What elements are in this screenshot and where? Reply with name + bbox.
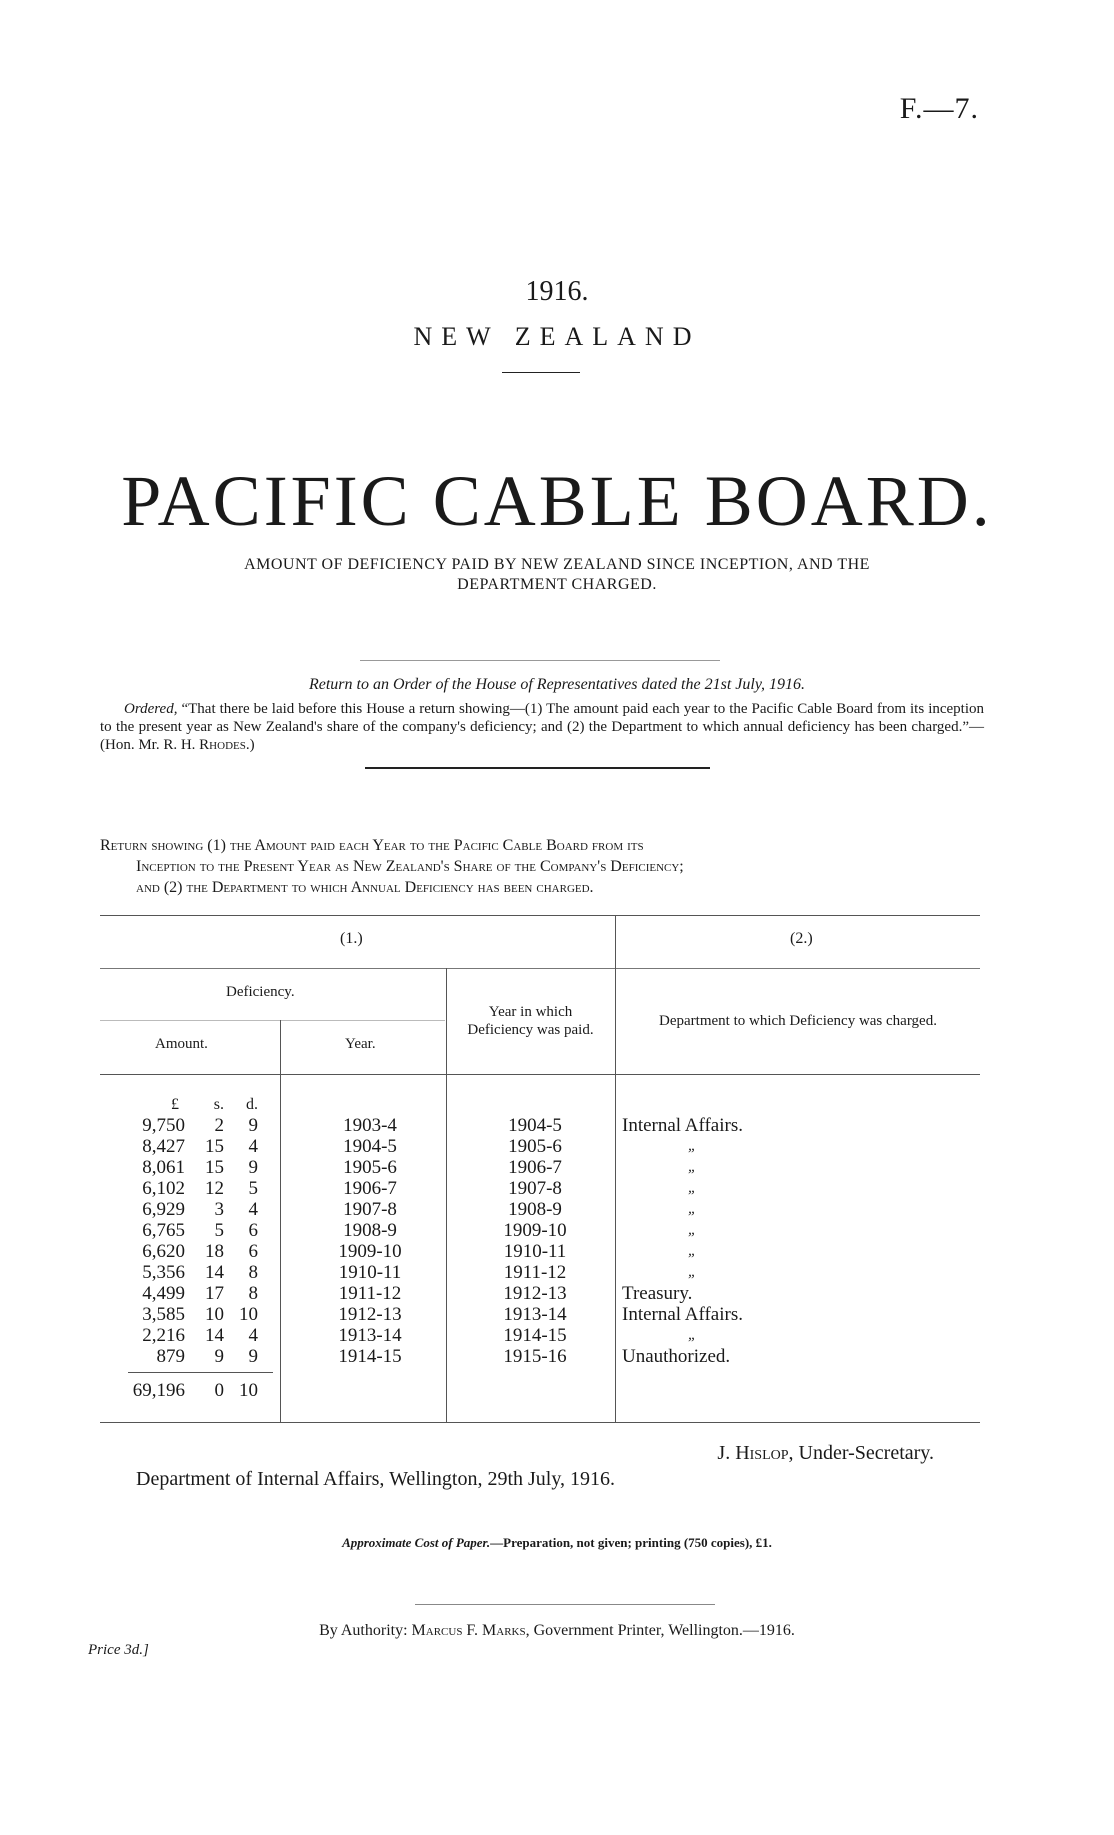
deficiency-year: 1910-11 <box>338 1262 402 1283</box>
year-paid: 1912-13 <box>503 1283 567 1304</box>
column-header-amount: Amount. <box>155 1036 208 1052</box>
year-paid: 1910-11 <box>503 1241 567 1262</box>
deficiency-year: 1906-7 <box>343 1178 397 1199</box>
table-header-bottom-rule <box>100 1074 980 1075</box>
ordered-label: Ordered, <box>124 701 178 717</box>
year-paid: 1913-14 <box>503 1304 567 1325</box>
unit-pounds: £ <box>171 1096 179 1113</box>
table-rule <box>100 1020 445 1021</box>
year-paid: 1906-7 <box>508 1157 562 1178</box>
deficiency-year: 1909-10 <box>338 1241 402 1262</box>
amount-pence: 9 <box>248 1157 258 1178</box>
order-text <box>100 700 984 754</box>
document-year: 1916. <box>525 276 589 307</box>
table-rule <box>100 968 980 969</box>
table-top-rule <box>100 915 980 916</box>
table-bottom-rule <box>100 1422 980 1423</box>
year-paid: 1907-8 <box>508 1178 562 1199</box>
header-line: Deficiency was paid. <box>467 1022 594 1038</box>
department-charged: „ <box>688 1243 697 1259</box>
year-paid: 1909-10 <box>503 1220 567 1241</box>
amount-pence: 8 <box>248 1283 258 1304</box>
total-shillings: 0 <box>214 1380 224 1401</box>
department-line: Department of Internal Affairs, Wellington, 29th July, 1916. <box>136 1468 616 1490</box>
year-paid: 1914-15 <box>503 1325 567 1346</box>
mover-surname: Rhodes.) <box>199 737 255 753</box>
deficiency-year: 1904-5 <box>343 1136 397 1157</box>
amount-shillings: 2 <box>214 1115 224 1136</box>
amount-shillings: 9 <box>214 1346 224 1367</box>
table-heading <box>100 835 990 898</box>
deficiency-year: 1911-12 <box>338 1283 402 1304</box>
year-paid: 1905-6 <box>508 1136 562 1157</box>
amount-pounds: 8,427 <box>142 1136 185 1157</box>
ordered-body: “That there be laid before this House a return showing—(1) The amount paid each year to the Pacific Cable Board from its inception to the present year as New Zealand's share of the company's deficiency; and (2) the Department to which annual deficiency has been charged.”—(Hon. Mr. R. H. <box>100 701 985 753</box>
amount-pence: 4 <box>248 1199 258 1220</box>
department-charged: „ <box>688 1180 697 1196</box>
signature-title: Under-Secretary. <box>798 1442 934 1464</box>
total-pence: 10 <box>239 1380 258 1401</box>
printer-name: Marcus F. Marks, <box>411 1622 530 1639</box>
group-header-2: (2.) <box>790 930 813 947</box>
department-charged: Internal Affairs. <box>622 1304 743 1325</box>
authority-suffix: Government Printer, Wellington.—1916. <box>533 1622 795 1639</box>
deficiency-year: 1912-13 <box>338 1304 402 1325</box>
unit-shillings: s. <box>213 1096 224 1113</box>
deficiency-year: 1914-15 <box>338 1346 402 1367</box>
paper-reference: F.—7. <box>899 92 979 125</box>
amount-shillings: 17 <box>205 1283 224 1304</box>
department-charged: „ <box>688 1138 697 1154</box>
total-pounds: 69,196 <box>132 1380 185 1401</box>
amount-shillings: 18 <box>205 1241 224 1262</box>
amount-pence: 6 <box>248 1220 258 1241</box>
department-charged: „ <box>688 1159 697 1175</box>
amount-shillings: 10 <box>205 1304 224 1325</box>
department-charged: „ <box>688 1264 697 1280</box>
signature <box>717 1442 934 1465</box>
table-heading-line: Return showing (1) the Amount paid each Year to the Pacific Cable Board from its <box>100 837 644 854</box>
amount-shillings: 15 <box>205 1157 224 1178</box>
deficiency-year: 1905-6 <box>343 1157 397 1178</box>
authority-prefix: By Authority: <box>319 1622 408 1639</box>
deficiency-year: 1907-8 <box>343 1199 397 1220</box>
amount-pence: 9 <box>248 1346 258 1367</box>
cost-note <box>0 1535 1114 1551</box>
amount-pounds: 3,585 <box>142 1304 185 1325</box>
amount-pounds: 6,929 <box>142 1199 185 1220</box>
column-header-year-paid <box>446 1003 615 1039</box>
deficiency-year: 1903-4 <box>343 1115 397 1136</box>
year-paid: 1908-9 <box>508 1199 562 1220</box>
return-order-line: Return to an Order of the House of Representatives dated the 21st July, 1916. <box>308 676 806 693</box>
divider <box>502 372 580 373</box>
amount-pence: 9 <box>248 1115 258 1136</box>
deficiency-header: Deficiency. <box>226 984 295 1000</box>
year-paid: 1904-5 <box>508 1115 562 1136</box>
deficiency-year: 1913-14 <box>338 1325 402 1346</box>
column-divider <box>280 1020 281 1422</box>
amount-shillings: 14 <box>205 1325 224 1346</box>
signature-initial: J. <box>717 1442 731 1464</box>
amount-pounds: 879 <box>156 1346 185 1367</box>
amount-shillings: 15 <box>205 1136 224 1157</box>
department-charged: Unauthorized. <box>622 1346 731 1367</box>
signature-name: Hislop, <box>735 1442 794 1464</box>
deficiency-year: 1908-9 <box>343 1220 397 1241</box>
amount-pence: 10 <box>239 1304 258 1325</box>
column-divider <box>615 915 616 1422</box>
amount-shillings: 12 <box>205 1178 224 1199</box>
header-line: Year in which <box>488 1004 573 1020</box>
table-heading-line: Inception to the Present Year as New Zealand's Share of the Company's Deficiency; <box>136 858 684 875</box>
divider <box>415 1604 715 1605</box>
amount-pounds: 9,750 <box>142 1115 185 1136</box>
amount-pence: 6 <box>248 1241 258 1262</box>
amount-pence: 4 <box>248 1136 258 1157</box>
subtitle-line: AMOUNT OF DEFICIENCY PAID BY NEW ZEALAND SINCE INCEPTION, AND THE <box>244 556 870 573</box>
amount-pence: 4 <box>248 1325 258 1346</box>
column-header-year: Year. <box>345 1036 376 1052</box>
amount-pounds: 6,765 <box>142 1220 185 1241</box>
table-heading-line: and (2) the Department to which Annual Deficiency has been charged. <box>136 879 594 896</box>
amount-pounds: 4,499 <box>142 1283 185 1304</box>
cost-text: —Preparation, not given; printing (750 copies), £1. <box>490 1535 772 1550</box>
unit-pence: d. <box>246 1096 258 1113</box>
page-subtitle <box>150 555 964 595</box>
subtitle-line: DEPARTMENT CHARGED. <box>457 576 657 593</box>
amount-pence: 8 <box>248 1262 258 1283</box>
amount-shillings: 5 <box>214 1220 224 1241</box>
amount-pounds: 6,620 <box>142 1241 185 1262</box>
cost-label: Approximate Cost of Paper. <box>342 1535 491 1550</box>
amount-pence: 5 <box>248 1178 258 1199</box>
amount-pounds: 2,216 <box>142 1325 185 1346</box>
amount-pounds: 8,061 <box>142 1157 185 1178</box>
total-rule <box>128 1372 273 1373</box>
amount-shillings: 3 <box>214 1199 224 1220</box>
group-header-1: (1.) <box>340 930 363 947</box>
year-paid: 1915-16 <box>503 1346 567 1367</box>
year-paid: 1911-12 <box>503 1262 567 1283</box>
country-heading: NEW ZEALAND <box>413 322 701 351</box>
column-header-department: Department to which Deficiency was charged. <box>659 1013 937 1029</box>
printer-authority <box>0 1622 1114 1640</box>
department-charged: Treasury. <box>622 1283 693 1304</box>
page-title: PACIFIC CABLE BOARD. <box>121 461 993 541</box>
department-charged: „ <box>688 1201 697 1217</box>
amount-shillings: 14 <box>205 1262 224 1283</box>
amount-pounds: 6,102 <box>142 1178 185 1199</box>
department-charged: Internal Affairs. <box>622 1115 743 1136</box>
price-note: Price 3d.] <box>88 1642 149 1658</box>
amount-pounds: 5,356 <box>142 1262 185 1283</box>
department-charged: „ <box>688 1222 697 1238</box>
divider <box>365 767 710 769</box>
department-charged: „ <box>688 1327 697 1343</box>
divider <box>360 660 720 661</box>
